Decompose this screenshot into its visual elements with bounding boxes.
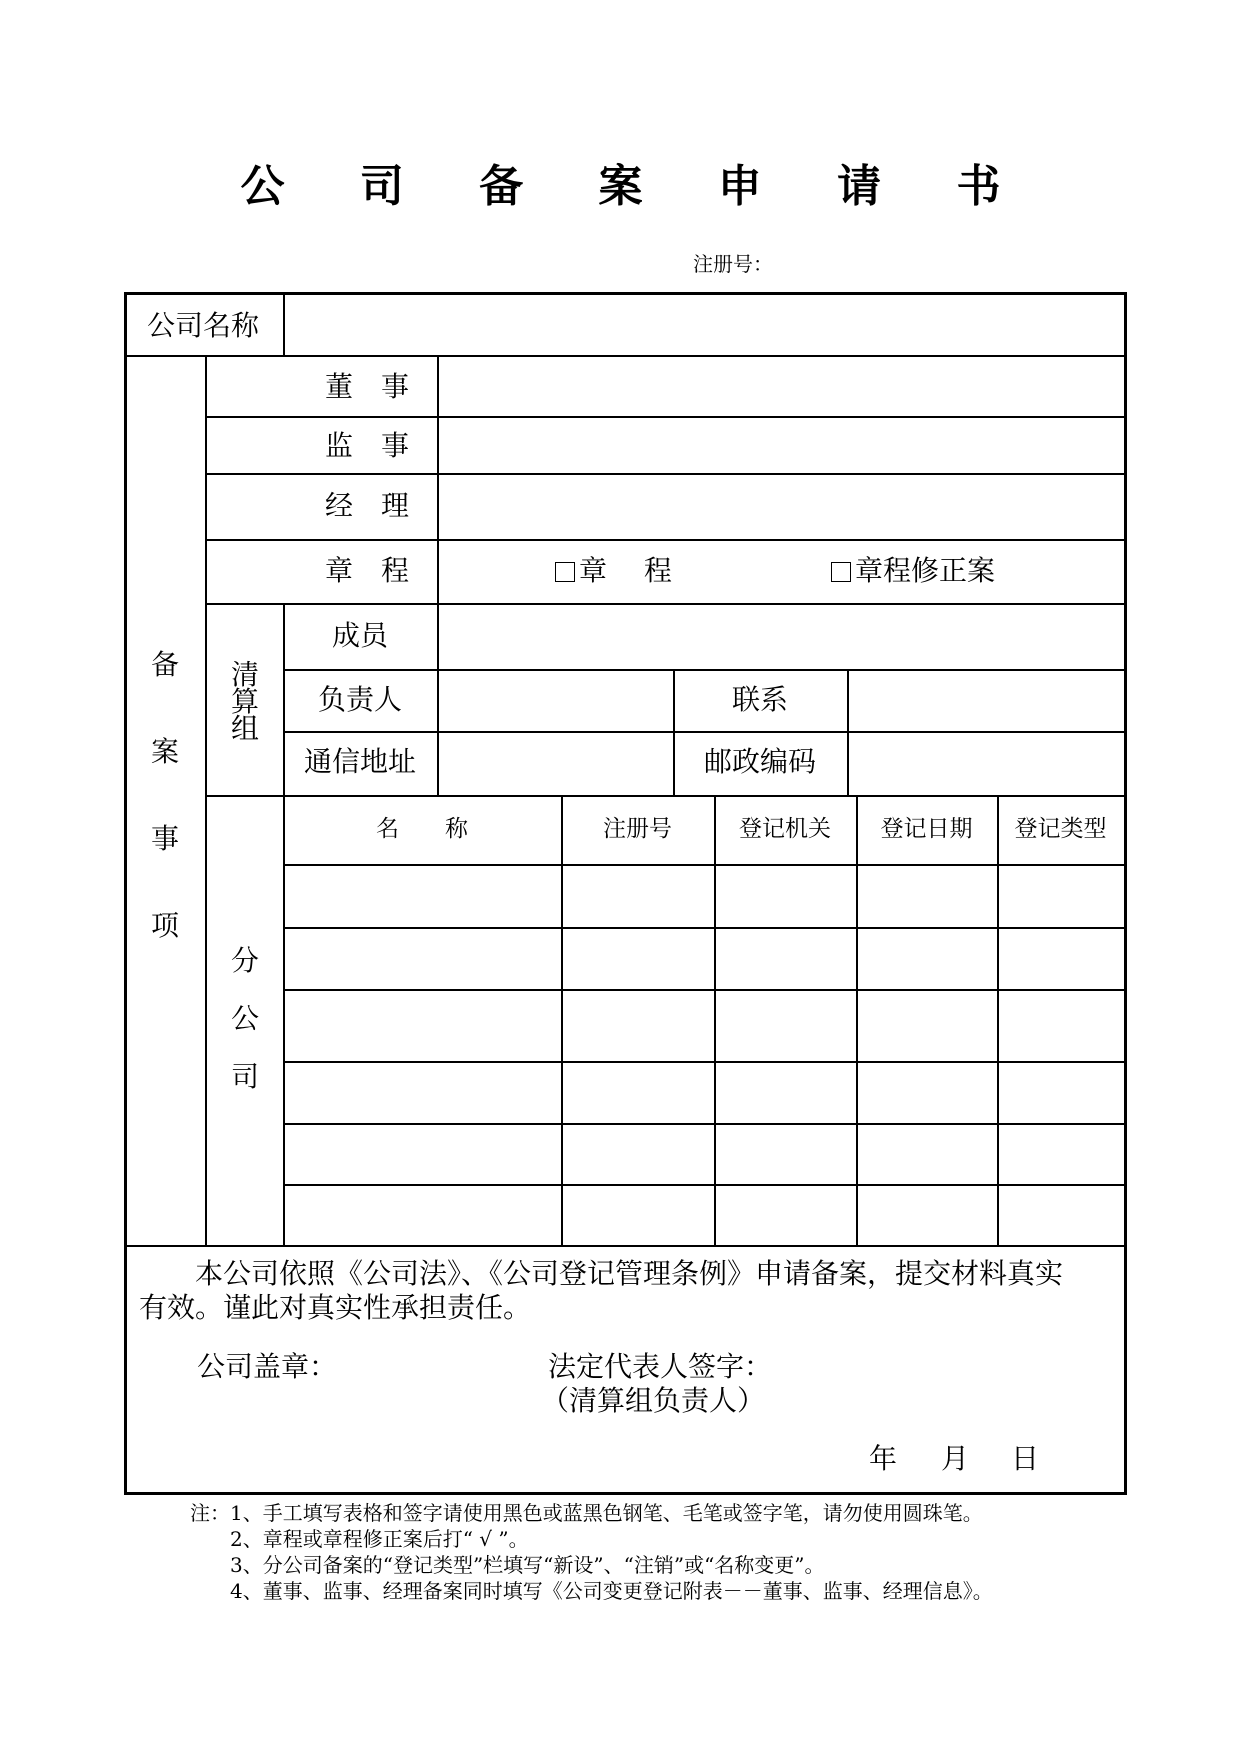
manager-label: 经 理 <box>324 489 409 522</box>
branch-char-3: 司 <box>231 1060 260 1093</box>
branch-cell-input[interactable] <box>720 995 854 1057</box>
note-4: 4、董事、监事、经理备案同时填写《公司变更登记附表－－董事、监事、经理信息》。 <box>190 1579 993 1603</box>
company-name-label: 公司名称 <box>147 309 260 342</box>
articles-option-label: 章 程 <box>579 554 672 587</box>
company-name-input[interactable] <box>293 307 1117 347</box>
supervisor-label: 监 事 <box>324 429 409 462</box>
note-3: 3、分公司备案的“登记类型”栏填写“新设”、“注销”或“名称变更”。 <box>190 1553 825 1577</box>
postcode-label: 邮政编码 <box>703 745 816 778</box>
leader-input[interactable] <box>447 677 669 725</box>
contact-label: 联系 <box>731 683 788 716</box>
branch-cell-input[interactable] <box>862 1190 995 1241</box>
legal-rep-label: 法定代表人签字： <box>548 1350 773 1383</box>
branch-cell-input[interactable] <box>862 1129 995 1180</box>
director-label: 董 事 <box>324 370 409 403</box>
branch-col-type: 登记类型 <box>1014 816 1107 842</box>
branch-cell-input[interactable] <box>289 933 559 985</box>
branch-cell-input[interactable] <box>1003 933 1122 985</box>
branch-cell-input[interactable] <box>720 870 854 923</box>
liquidation-char-2: 算 <box>231 685 260 718</box>
branch-cell-input[interactable] <box>1003 1129 1122 1180</box>
member-label: 成员 <box>331 619 388 652</box>
seal-label: 公司盖章： <box>197 1350 338 1383</box>
articles-amendment-option[interactable] <box>831 554 996 587</box>
postcode-input[interactable] <box>857 739 1119 789</box>
branch-char-1: 分 <box>231 944 260 977</box>
branch-cell-input[interactable] <box>862 933 995 985</box>
filing-items-char-1: 备 <box>151 648 180 681</box>
branch-cell-input[interactable] <box>289 1190 559 1241</box>
branch-col-date: 登记日期 <box>880 816 973 842</box>
branch-col-regno: 注册号 <box>603 816 672 842</box>
branch-cell-input[interactable] <box>1003 995 1122 1057</box>
filing-items-char-2: 案 <box>151 735 180 768</box>
branch-cell-input[interactable] <box>567 1067 712 1119</box>
branch-cell-input[interactable] <box>567 933 712 985</box>
articles-amendment-checkbox[interactable] <box>831 562 851 582</box>
declaration <box>139 1257 1124 1325</box>
liquidation-char-3: 组 <box>231 712 260 745</box>
branch-cell-input[interactable] <box>289 1067 559 1119</box>
branch-col-authority: 登记机关 <box>739 816 831 842</box>
branch-char-2: 公 <box>231 1002 260 1035</box>
date-year-label: 年 <box>869 1442 898 1475</box>
branch-cell-input[interactable] <box>862 995 995 1057</box>
member-input[interactable] <box>447 613 1119 663</box>
note-1: 注：1、手工填写表格和签字请使用黑色或蓝黑色钢笔、毛笔或签字笔，请勿使用圆珠笔。 <box>190 1501 983 1525</box>
branch-cell-input[interactable] <box>289 1129 559 1180</box>
articles-label: 章 程 <box>324 554 409 587</box>
articles-option[interactable] <box>555 554 672 587</box>
branch-cell-input[interactable] <box>720 1190 854 1241</box>
branch-cell-input[interactable] <box>567 995 712 1057</box>
legal-rep-sub-label: （清算组负责人） <box>541 1384 766 1417</box>
filing-items-char-3: 事 <box>151 822 180 855</box>
branch-cell-input[interactable] <box>720 933 854 985</box>
articles-amendment-label: 章程修正案 <box>855 554 996 587</box>
branch-cell-input[interactable] <box>567 1129 712 1180</box>
branch-cell-input[interactable] <box>289 870 559 923</box>
branch-cell-input[interactable] <box>567 1190 712 1241</box>
branch-cell-input[interactable] <box>289 995 559 1057</box>
registration-number-input[interactable] <box>770 244 1114 274</box>
filing-items-char-4: 项 <box>151 909 180 942</box>
articles-checkbox[interactable] <box>555 562 575 582</box>
branch-cell-input[interactable] <box>1003 1067 1122 1119</box>
date-month-label: 月 <box>941 1442 970 1475</box>
address-input[interactable] <box>447 739 669 789</box>
contact-input[interactable] <box>857 677 1119 725</box>
filing-form <box>124 292 1127 1495</box>
leader-label: 负责人 <box>317 683 402 716</box>
branch-cell-input[interactable] <box>720 1129 854 1180</box>
branch-cell-input[interactable] <box>1003 870 1122 923</box>
director-input[interactable] <box>447 365 1119 411</box>
declaration-line-1: 本公司依照《公司法》、《公司登记管理条例》申请备案，提交材料真实 <box>195 1257 1064 1290</box>
branch-col-name: 名 称 <box>376 816 468 842</box>
page-title: 公 司 备 案 申 请 书 <box>240 161 1031 212</box>
notes <box>190 1500 993 1604</box>
branch-cell-input[interactable] <box>1003 1190 1122 1241</box>
registration-number-label: 注册号： <box>693 252 773 276</box>
note-2: 2、章程或章程修正案后打“ √ ”。 <box>190 1527 529 1551</box>
branch-cell-input[interactable] <box>567 870 712 923</box>
branch-cell-input[interactable] <box>720 1067 854 1119</box>
manager-input[interactable] <box>447 483 1119 533</box>
date-day-label: 日 <box>1011 1442 1040 1475</box>
address-label: 通信地址 <box>303 745 416 778</box>
branch-cell-input[interactable] <box>862 1067 995 1119</box>
declaration-line-2: 有效。谨此对真实性承担责任。 <box>139 1291 532 1324</box>
liquidation-char-1: 清 <box>231 658 260 691</box>
supervisor-input[interactable] <box>447 423 1119 469</box>
branch-cell-input[interactable] <box>862 870 995 923</box>
